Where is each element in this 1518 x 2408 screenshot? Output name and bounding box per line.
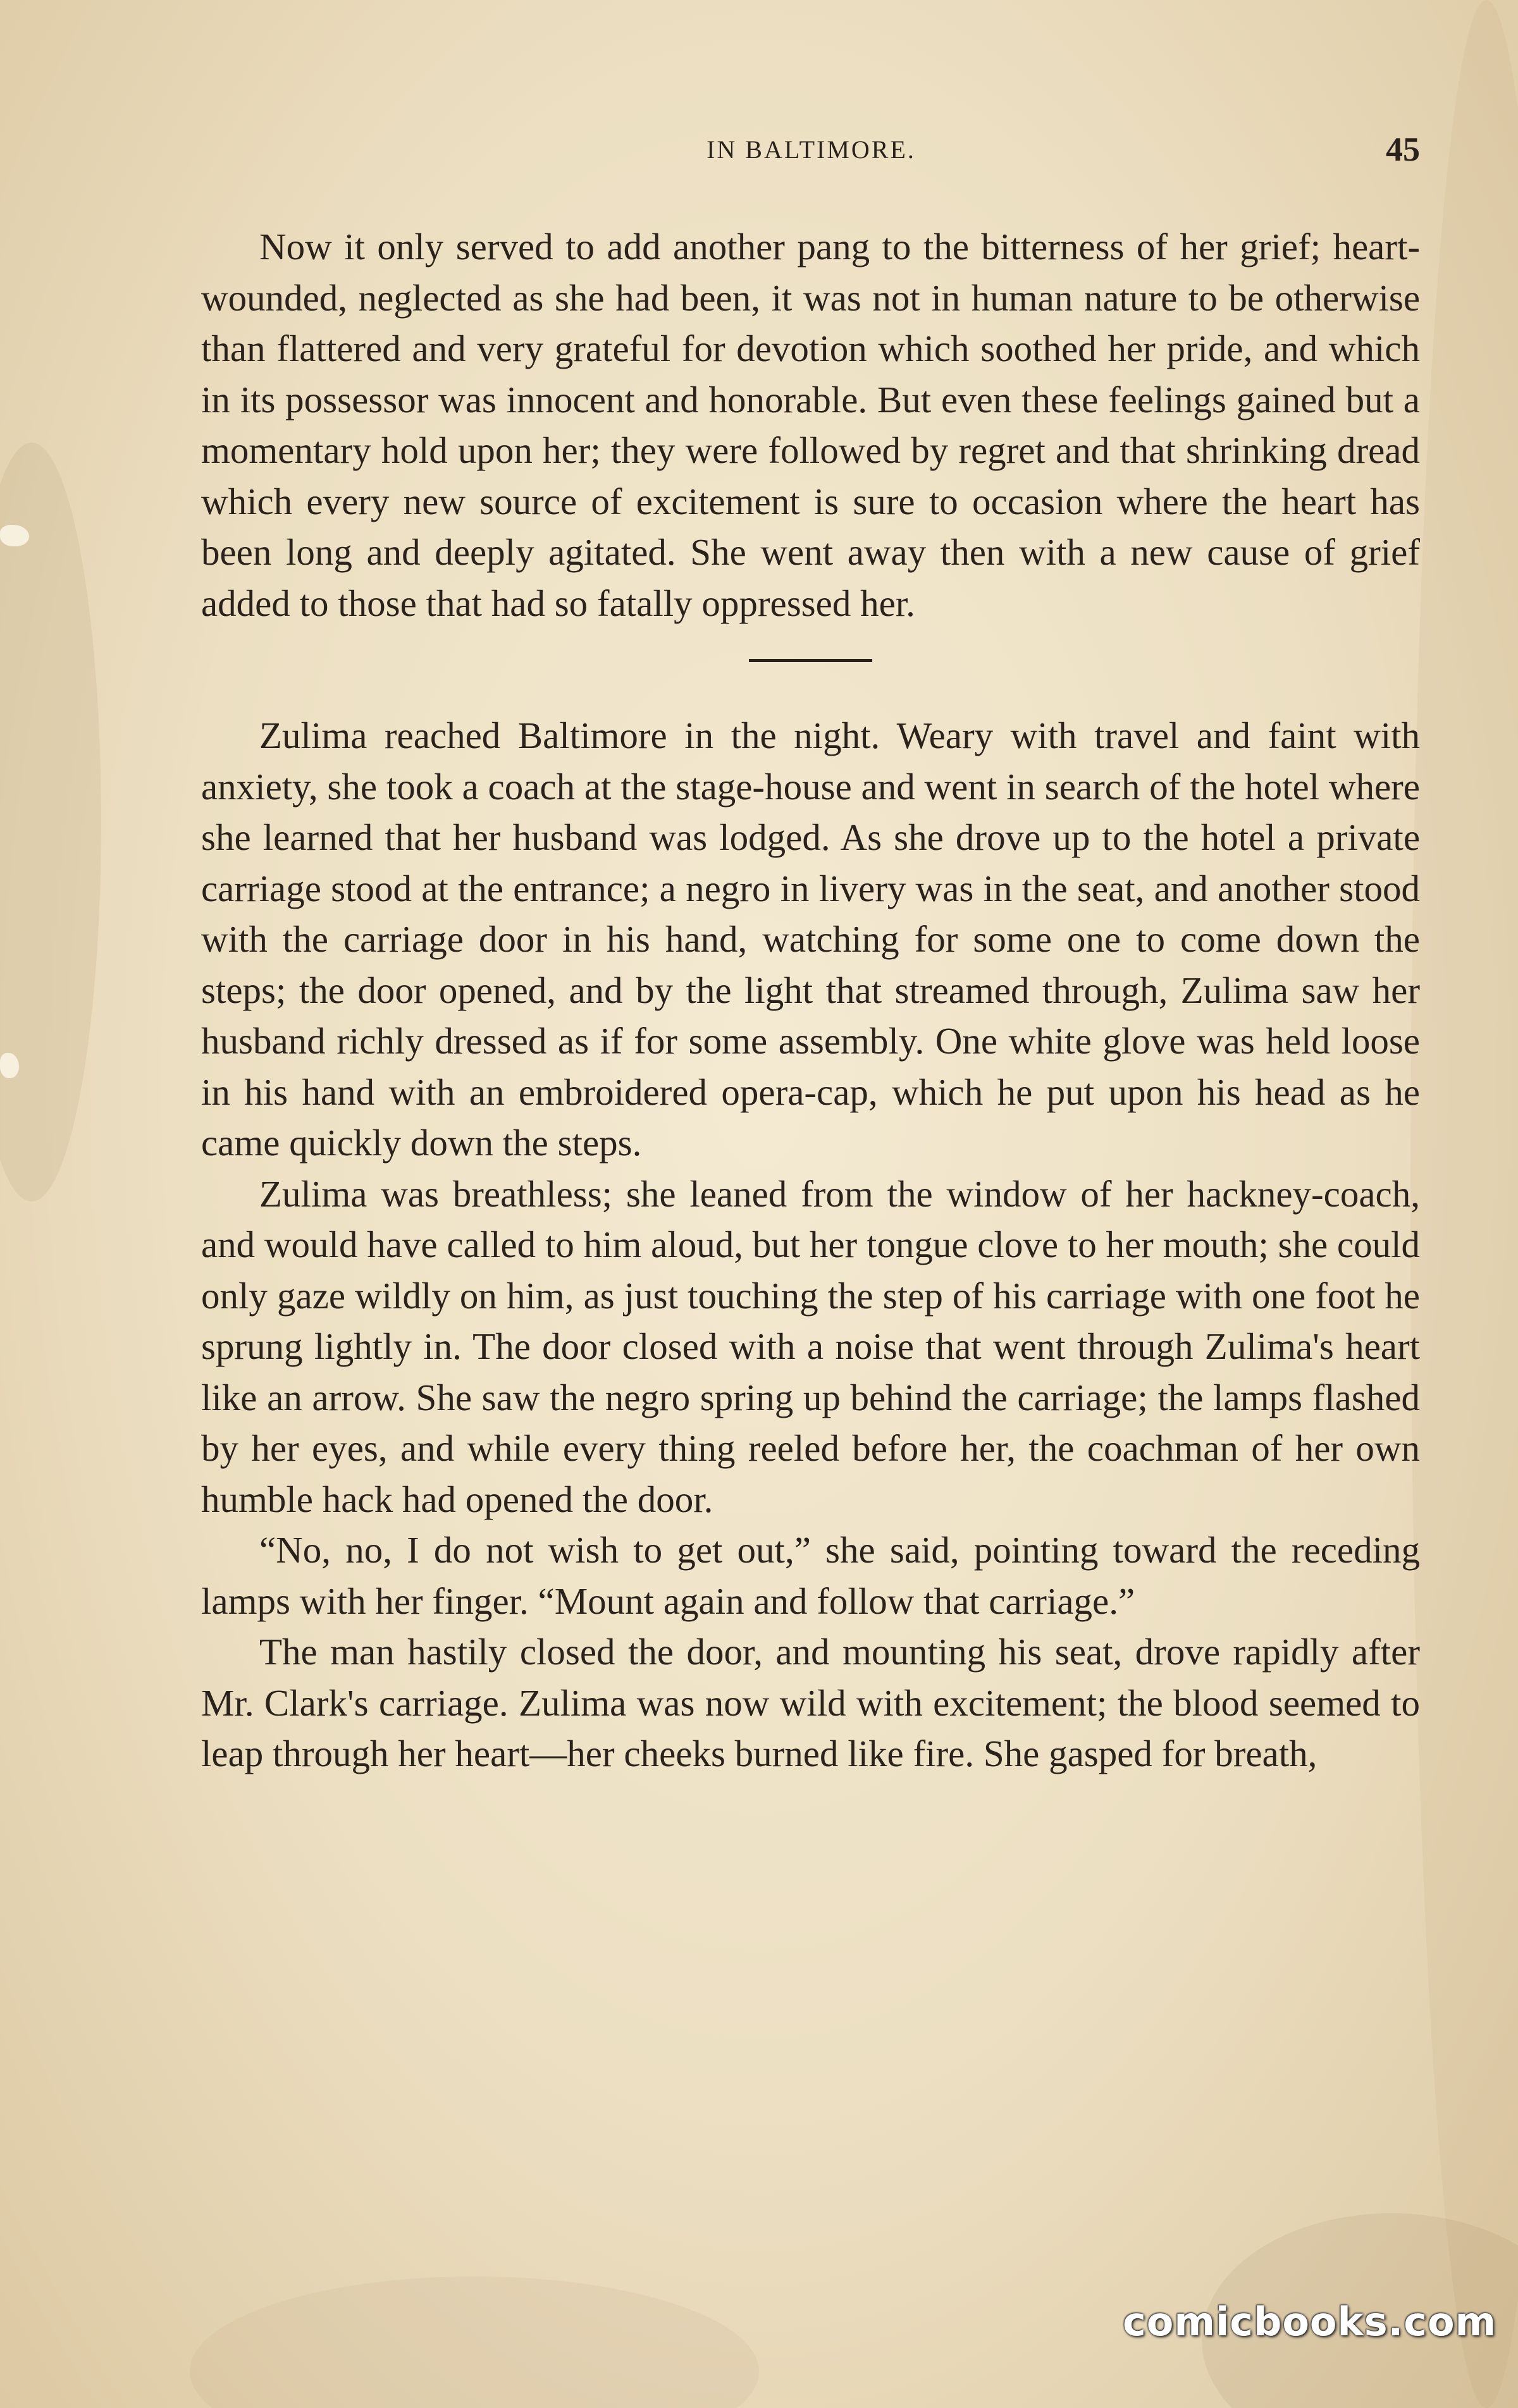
section-divider	[749, 659, 872, 662]
site-watermark: comicbooks.com	[1123, 2299, 1497, 2345]
paragraph: Now it only served to add another pang to the bitterness of her grief; heart-wounded, neglected as she had been, it was not in human nature to be otherwise than flattered and very grateful for devotion which soothed her pride, and which in its possessor was innocent and honorable. But even these feelings gained but a momentary hold upon her; they were followed by regret and that shrinking dread which every new source of excitement is sure to occasion where the heart has been long and deeply agitated. She went away then with a new cause of grief added to those that had so fatally oppressed her.	[201, 226, 1420, 624]
running-head: IN BALTIMORE.	[707, 135, 916, 164]
paper-tear-mark	[0, 525, 29, 546]
paragraph: Zulima reached Baltimore in the night. Weary with travel and faint with anxiety, she took a coach at the stage-house and went in search of the hotel where she learned that her husband was lodged. As she drove up to the hotel a private carriage stood at the entrance; a negro in livery was in the seat, and another stood with the carriage door in his hand, watching for some one to come down the steps; the door opened, and by the light that streamed through, Zulima saw her husband richly dressed as if for some assembly. One white glove was held loose in his hand with an embroidered opera-cap, which he put upon his head as he came quickly down the steps.	[201, 715, 1420, 1164]
paragraph: “No, no, I do not wish to get out,” she said, pointing toward the receding lamps with her finger. “Mount again and follow that carriage.”	[201, 1529, 1420, 1622]
page-number: 45	[1386, 130, 1420, 168]
paper-stain	[0, 443, 101, 1201]
paper-stain	[190, 2276, 759, 2408]
body-text	[201, 221, 1420, 1779]
paragraph: Zulima was breathless; she leaned from the window of her hackney-coach, and would have called to him aloud, but her tongue clove to her mouth; she could only gaze wildly on him, as just touching the step of his carriage with one foot he sprung lightly in. The door closed with a noise that went through Zulima's heart like an arrow. She saw the negro spring up behind the carriage; the lamps flashed by her eyes, and while every thing reeled before her, the coachman of her own humble hack had opened the door.	[201, 1172, 1420, 1520]
paper-stain	[1410, 0, 1518, 2408]
paragraph: The man hastily closed the door, and mounting his seat, drove rapidly after Mr. Clark's carriage. Zulima was now wild with excitement; the blood seemed to leap through her heart—her cheeks burned like fire. She gasped for breath,	[201, 1631, 1420, 1774]
page-header	[202, 130, 1420, 174]
paper-tear-mark	[0, 1053, 19, 1078]
